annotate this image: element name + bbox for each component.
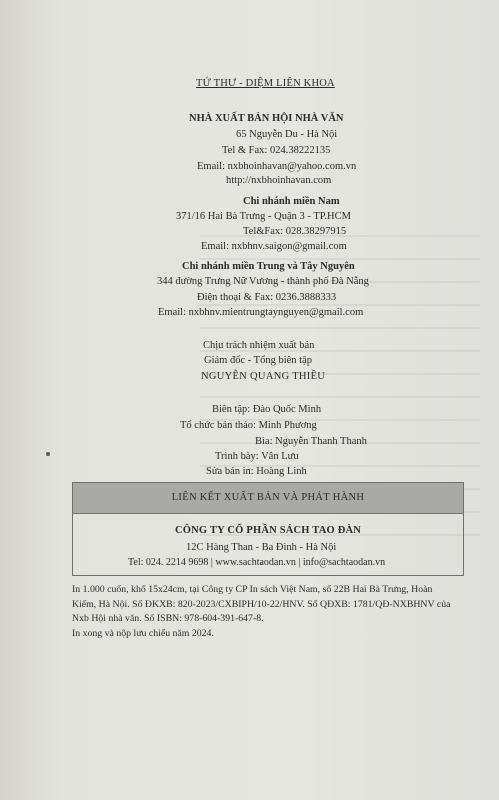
credit-proofread: Sửa bản in: Hoàng Linh <box>206 466 307 477</box>
partner-box <box>72 514 464 576</box>
series-title: TỨ THƯ - DIỆM LIÊN KHOA <box>196 78 335 89</box>
south-branch-email: Email: nxbhnv.saigon@gmail.com <box>201 241 347 252</box>
partner-header-bar <box>72 482 464 514</box>
publisher-address: 65 Nguyễn Du - Hà Nội <box>236 129 338 140</box>
publisher-tel-fax: Tel & Fax: 024.38222135 <box>222 145 331 156</box>
publisher-name: NHÀ XUẤT BẢN HỘI NHÀ VĂN <box>189 113 344 124</box>
partner-header: LIÊN KẾT XUẤT BẢN VÀ PHÁT HÀNH <box>171 492 365 503</box>
partner-address: 12C Hàng Than - Ba Đình - Hà Nội <box>186 542 337 553</box>
south-branch-address: 371/16 Hai Bà Trưng - Quận 3 - TP.HCM <box>176 211 351 222</box>
publisher-website: http://nxbhoinhavan.com <box>226 175 332 186</box>
central-branch-tel-fax: Điện thoại & Fax: 0236.3888333 <box>197 292 337 303</box>
imprint-line-1: In 1.000 cuốn, khổ 15x24cm, tại Công ty CP In sách Việt Nam, số 22B Hai Bà Trưng, Hoàn <box>72 584 433 595</box>
responsibility-role: Giám đốc - Tổng biên tập <box>204 355 312 366</box>
south-branch-name: Chi nhánh miền Nam <box>243 196 340 207</box>
credit-layout: Trình bày: Vân Lưu <box>215 451 299 462</box>
credit-cover: Bìa: Nguyễn Thanh Thanh <box>255 436 367 447</box>
partner-company: CÔNG TY CỔ PHẦN SÁCH TAO ĐÀN <box>175 525 362 536</box>
credit-manuscript: Tổ chức bản thảo: Minh Phương <box>180 420 317 431</box>
central-branch-name: Chi nhánh miền Trung và Tây Nguyên <box>182 261 355 272</box>
ink-spot <box>46 452 50 456</box>
central-branch-email: Email: nxbhnv.mientrungtaynguyen@gmail.com <box>158 307 364 318</box>
central-branch-address: 344 đường Trưng Nữ Vương - thành phố Đà Nẵng <box>157 276 369 287</box>
imprint-line-3: Nxb Hội nhà văn. Số ISBN: 978-604-391-647-8. <box>72 613 264 624</box>
south-branch-tel-fax: Tel&Fax: 028.38297915 <box>243 226 347 237</box>
director-name: NGUYỄN QUANG THIỀU <box>201 371 326 382</box>
partner-contact: Tel: 024. 2214 9698 | www.sachtaodan.vn | info@sachtaodan.vn <box>128 557 386 568</box>
imprint-line-2: Kiếm, Hà Nội. Số ĐKXB: 820-2023/CXBIPH/10-22/HNV. Số QĐXB: 1781/QĐ-NXBHNV của <box>72 598 451 610</box>
publisher-email: Email: nxbhoinhavan@yahoo.com.vn <box>197 161 357 172</box>
responsibility-title: Chịu trách nhiệm xuất bản <box>203 340 315 351</box>
credit-editor: Biên tập: Đào Quốc Minh <box>212 404 322 415</box>
imprint-block <box>72 583 464 641</box>
imprint-line-4: In xong và nộp lưu chiểu năm 2024. <box>72 627 214 639</box>
